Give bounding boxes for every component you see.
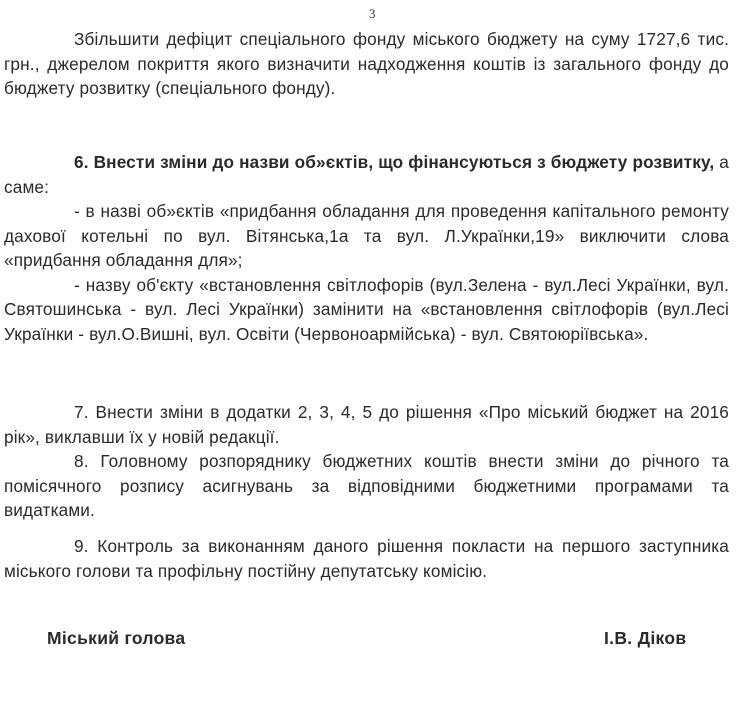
signature-title: Міський голова [47,628,186,648]
paragraph-6-tail: а саме: [4,152,729,197]
paragraph-8: 8. Головному розпоряднику бюджетних коштів внести зміни до річного та помісячного розпису асигнувань за відповідними бюджетними програмами та видатками. [4,451,729,520]
paragraph-budget-deficit: Збільшити дефіцит спеціального фонду міського бюджету на суму 1727,6 тис. грн., джерелом покриття якого визначити надходження коштів із загального фонду до бюджету розвитку (спеціального фонду). [4,29,729,98]
paragraph-9: 9. Контроль за виконанням даного рішення покласти на першого заступника міського голови та профільну постійну депутатську комісію. [4,536,729,581]
paragraph-6 [4,150,729,346]
paragraph-6-item-1: - в назві об»єктів «придбання обладання для проведення капітального ремонту дахової котельні по вул. Вітянська,1а та вул. Л.Українки,19» виключити слова «придбання обладання для»; [4,201,729,270]
signature-name: І.В. Діков [604,628,687,648]
page-number: 3 [369,6,376,21]
paragraph-6-item-2: - назву об'єкту «встановлення світлофорів (вул.Зелена - вул.Лесі Українки, вул. Святошинська - вул. Лесі Українки) замінити на «встановлення світлофорів (вул.Лесі Українки - вул.О.Вишні, вул. Освіти (Червоноармійська) - вул. Святоюріївська». [4,274,729,344]
paragraph-6-intro [4,150,729,199]
paragraph-6-heading: 6. Внести зміни до назви об»єктів, що фінансуються з бюджету розвитку, [74,152,715,172]
paragraph-7: 7. Внести зміни в додатки 2, 3, 4, 5 до рішення «Про міський бюджет на 2016 рік», виклавши їх у новій редакції. [4,402,729,447]
